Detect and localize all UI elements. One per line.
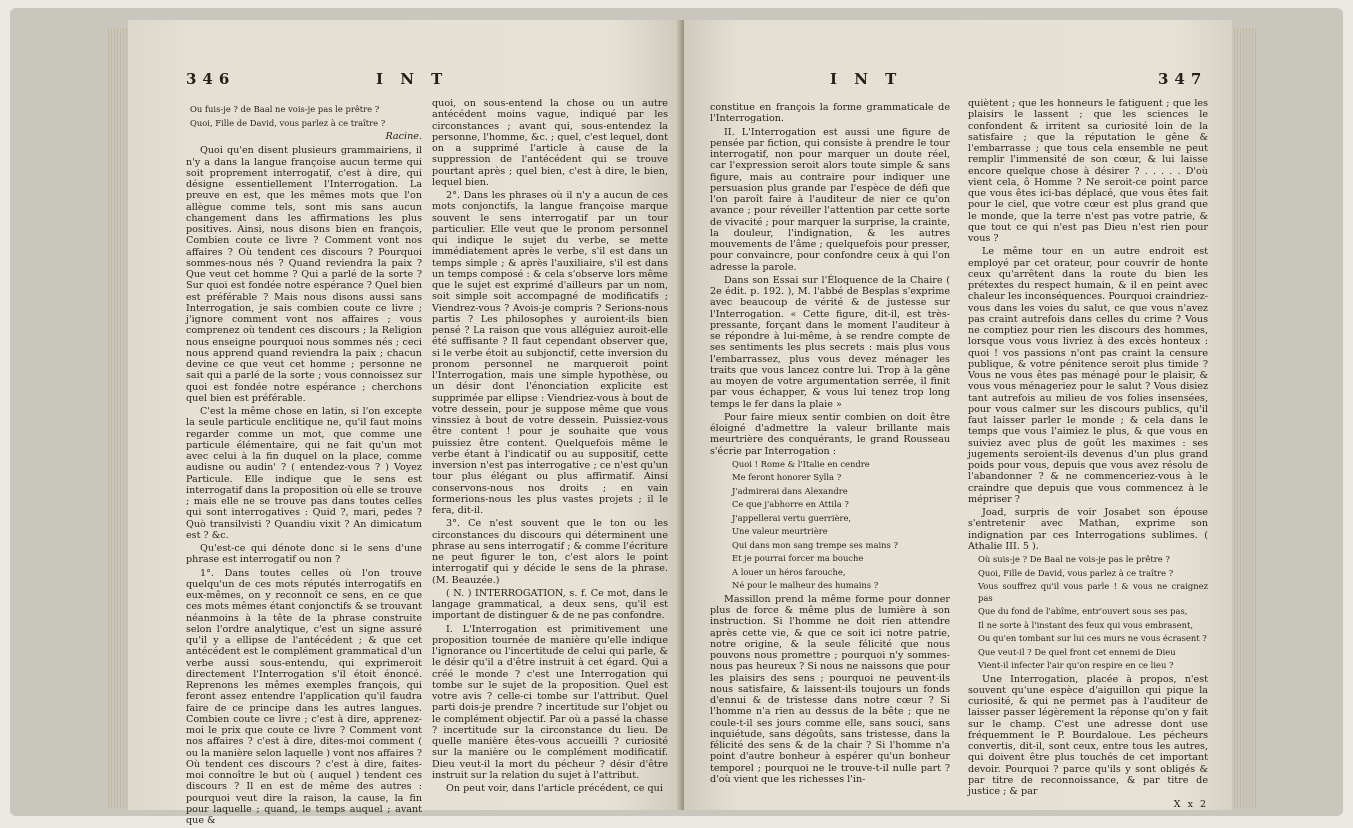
paragraph: quiètent ; que les honneurs le fatiguent ; que les plaisirs le lassent ; que les sciences le confondent & irritent sa curiosité loin de la satisfaire ; que la réputation le gêne & l'embarrasse ; que tous cela ensemble ne peut remplir l'immensité de son cœur, & lui laisse encore quelque chose à désirer ? . . . . . D'où vient cela, ô Homme ? Ne seroit-ce point parce que vous êtes ici-bas déplacé, que vous êtes fait pour le ciel, que votre cœur est plus grand que le monde, que la terre n'est pas votre patrie, & que tout ce qui n'est pas Dieu n'est rien pour vous ? bbox=[968, 98, 1208, 244]
paragraph: 1°. Dans toutes celles où l'on trouve quelqu'un de ces mots réputés interrogatifs en eux-mêmes, on y reconnoît ce sens, en ce que ces mots mêmes étant conjonctifs & se trouvant néanmoins à la tête de la phrase construite selon l'ordre analytique, c'est un signe assuré qu'il y a ellipse de l'antécédent ; & que cet antécédent est le complément grammatical d'un verbe aussi sous-entendu, qui exprimeroit directement l'Interrogation s'il étoit énoncé. Reprenons les mêmes exemples françois, qui feront assez entendre l'application qu'il faudra faire de ce principe dans les autres langues. Combien coute ce livre ; c'est à dire, apprenez-moi le prix que coute ce livre ? Comment vont nos affaires ? c'est à dire, dites-moi comment ( ou la manière selon laquelle ) vont nos affaires ? Où tendent ces discours ? c'est à dire, faites-moi connoître le but où ( auquel ) tendent ces discours ? Il en est de même des autres : pourquoi veut dire la raison, la cause, la fin pour laquelle ; quand, le temps auquel ; avant que & bbox=[186, 567, 422, 826]
left-page bbox=[128, 20, 680, 826]
paragraph: Dans son Essai sur l'Éloquence de la Chaire ( 2e édit. p. 192. ), M. l'abbé de Besplas s'exprime avec beaucoup de vérité & de justesse sur l'Interrogation. « Cette figure, dit-il, est très-pressante, forçant dans le moment l'auditeur à se répondre à lui-même, à se rendre compte de ses sentiments les plus secrets : mais plus vous l'embarrassez, plus vous devez ménager les traits que vous lancez contre lui. Trop à la gêne au moyen de votre argumentation serrée, il finit par vous échapper, & vous lui tenez trop long temps le fer dans la plaie » bbox=[710, 274, 950, 410]
paragraph: 2°. Dans les phrases où il n'y a aucun de ces mots conjonctifs, la langue françoise marque souvent le sens interrogatif par un tour particulier. Elle veut que le pronom personnel qui indique le sujet du verbe, se mette immédiatement après le verbe, s'il est dans un temps simple ; & après l'auxiliaire, s'il est dans un temps composé : & cela s'observe lors même que le sujet est exprimé d'ailleurs par un nom, soit simple soit accompagné de modificatifs ; Viendrez-vous ? Avois-je compris ? Serions-nous partis ? Les philosophes y auroient-ils bien pensé ? La raison que vous alléguiez auroit-elle été suffisante ? Il faut cependant observer que, si le verbe étoit au subjonctif, cette inversion du pronom personnel ne marqueroit point l'Interrogation, mais une simple hypothèse, ou un désir dont l'énonciation explicite est supprimée par ellipse : Viendriez-vous à bout de votre dessein, pour je suppose même que vous vinssiez à bout de votre dessein. Puissiez-vous être content ! pour je souhaite que vous puissiez être content. Quelquefois même le verbe étant à l'indicatif ou au suppositif, cette inversion n'est pas interrogative ; ce n'est qu'un tour plus élégant ou plus affirmatif. Ainsi conservons-nous nos droits ; en vain formerions-nous les plus vastes projets ; il le fera, dit-il. bbox=[432, 190, 668, 516]
page-edges-left bbox=[106, 28, 128, 808]
running-head-left: I N T bbox=[376, 70, 449, 88]
paragraph: quoi, on sous-entend la chose ou un autre antécédent moins vague, indiqué par les circonstances ; avant qui, sous-entendez la personne, l'homme, &c. ; quel, c'est lequel, dont on a supprimé l'article à cause de la suppression de l'antécédent qui se trouve pourtant après ; quel bien, c'est à dire, le bien, lequel bien. bbox=[432, 98, 668, 188]
running-head-right: I N T bbox=[830, 70, 903, 88]
verse-line: J'appellerai vertu guerrière, bbox=[732, 512, 852, 523]
quote-attribution: Racine. bbox=[385, 131, 422, 142]
verse-line: Que veut-il ? De quel front cet ennemi de Dieu bbox=[978, 646, 1176, 657]
verse-line: Une valeur meurtrière bbox=[732, 526, 828, 537]
verse-line: Né pour le malheur des humains ? bbox=[732, 580, 879, 591]
verse-line: Qui dans mon sang trempe ses mains ? bbox=[732, 539, 898, 550]
verse-line: Quoi ! Rome & l'Italie en cendre bbox=[732, 458, 870, 469]
verse-line: Il ne sorte à l'instant des feux qui vous embrasent, bbox=[978, 619, 1194, 630]
paragraph: Pour faire mieux sentir combien on doit être éloigné d'admettre la valeur brillante mais meurtrière des conquérants, le grand Rousseau s'écrie par Interrogation : bbox=[710, 411, 950, 457]
left-column-a bbox=[186, 102, 422, 828]
verse-line: Vient-il infecter l'air qu'on respire en ce lieu ? bbox=[978, 660, 1174, 670]
verse-line: Que du fond de l'abîme, entr'ouvert sous ses pas, bbox=[978, 606, 1188, 616]
verse-line: Ce que j'abhorre en Attila ? bbox=[732, 499, 849, 510]
paragraph: II. L'Interrogation est aussi une figure de pensée par fiction, qui consiste à prendre le tour interrogatif, non pour marquer un doute réel, car l'expression seroit alors toute simple & sans figure, mais au contraire pour indiquer une persuasion plus grande par l'espèce de défi que l'on paroît faire à l'auditeur de nier ce qu'on avance ; pour réveiller l'attention par cette sorte de vivacité ; pour marquer la surprise, la crainte, la douleur, l'indignation, & les autres mouvements de l'âme ; quelquefois pour presser, pour convaincre, pour confondre ceux à qui l'on adresse la parole. bbox=[710, 126, 950, 273]
verse-line: J'admirerai dans Alexandre bbox=[732, 485, 848, 496]
paragraph: Massillon prend la même forme pour donner plus de force & même plus de lumière à son instruction. Si l'homme ne doit rien attendre après cette vie, & que ce soit ici notre patrie, notre origine, & la seule félicité que nous pouvons nous promettre ; pourquoi n'y sommes-nous pas heureux ? Si nous ne naissons que pour les plaisirs des sens ; pourquoi ne peuvent-ils nous satisfaire, & laissent-ils toujours un fonds d'ennui & de tristesse dans notre cœur ? Si l'homme n'a rien au dessus de la bête ; que ne coule-t-il ses jours comme elle, sans souci, sans inquiétude, sans dégoûts, sans tristesse, dans la félicité des sens & de la chair ? Si l'homme n'a point d'autre bonheur à espérer qu'un bonheur temporel ; pourquoi ne le trouve-t-il nulle part ? d'où vient que les richesses l'in- bbox=[710, 593, 950, 785]
right-column-a bbox=[710, 102, 950, 787]
paragraph: C'est la même chose en latin, si l'on excepte la seule particule enclitique ne, qu'il faut moins regarder comme un mot, que comme une particule élémentaire, qui ne fait qu'un mot avec celui à la fin duquel on la place, comme audisne ou audin' ? ( entendez-vous ? ) Voyez Particule. Elle indique que le sens est interrogatif dans la proposition où elle se trouve ; mais elle ne se trouve pas dans toutes celles qui sont interrogatives : Quid ?, mari, pedes ? Quò transilvisti ? Quandiu vixit ? An dimicatum est ? &c. bbox=[186, 406, 422, 541]
paragraph: ( N. ) INTERROGATION, s. f. Ce mot, dans le langage grammatical, a deux sens, qu'il est important de distinguer & de ne pas confondre. bbox=[432, 587, 668, 622]
signature-mark: X x 2 bbox=[1173, 799, 1208, 811]
verse-line: Me feront honorer Sylla ? bbox=[732, 472, 842, 483]
paragraph: Qu'est-ce qui dénote donc si le sens d'une phrase est interrogatif ou non ? bbox=[186, 543, 422, 566]
paragraph: On peut voir, dans l'article précédent, ce qui bbox=[446, 783, 663, 794]
verse-line: Où suis-je ? De Baal ne vois-je pas le prêtre ? bbox=[978, 554, 1170, 564]
verse-line: Quoi, Fille de David, vous parlez à ce traître ? bbox=[978, 567, 1174, 578]
quote-line: Ou fuis-je ? de Baal ne vois-je pas le prêtre ? bbox=[190, 104, 380, 114]
paragraph: Joad, surpris de voir Josabet son épouse s'entretenir avec Mathan, exprime son indignation par ces Interrogations sublimes. ( Athalie III. 5 ). bbox=[968, 507, 1208, 552]
verse-line: Et je pourrai forcer ma bouche bbox=[732, 553, 864, 564]
paragraph: Quoi qu'en disent plusieurs grammairiens, il n'y a dans la langue françoise aucun terme qui soit proprement interrogatif, c'est à dire, qui désigne essentiellement l'Interrogation. La preuve en est, que les mêmes mots que l'on allègue comme tels, sont mis sans aucun changement dans les affirmations les plus positives. Ainsi, nous disons bien en françois, Combien coute ce livre ? Comment vont nos affaires ? Où tendent ces discours ? Pourquoi sommes-nous nés ? Quand reviendra la paix ? Que veut cet homme ? Qui a parlé de la sorte ? Sur quoi est fondée notre espérance ? Quel bien est préférable ? Mais nous disons aussi sans Interrogation, je sais combien coute ce livre ; j'ignore comment vont nos affaires ; vous comprenez où tendent ces discours ; la Religion nous enseigne pourquoi nous sommes nés ; ceci nous apprend quand reviendra la paix ; chacun devine ce que veut cet homme ; personne ne sait qui a parlé de la sorte ; vous connoissez sur quoi est fondée notre espérance ; cherchons quel bien est préférable. bbox=[186, 145, 422, 404]
quote-line: Quoi, Fille de David, vous parlez à ce traître ? bbox=[190, 117, 386, 128]
paragraph: constitue en françois la forme grammaticale de l'Interrogation. bbox=[710, 102, 950, 125]
left-column-b bbox=[432, 98, 668, 796]
right-column-b bbox=[968, 98, 1208, 813]
right-page bbox=[684, 20, 1232, 810]
paragraph: Une Interrogation, placée à propos, n'est souvent qu'une espèce d'aiguillon qui pique la curiosité, & qui ne permet pas à l'auditeur de laisser passer légèrement la réponse qu'on y fait sur le champ. C'est une adresse dont use fréquemment le P. Bourdaloue. Les pécheurs convertis, dit-il, sont ceux, entre tous les autres, qui doivent être plus touchés de cet important devoir. Pourquoi ? parce qu'ils y sont obligés & par titre de reconnoissance, & par titre de justice ; & par bbox=[968, 673, 1208, 797]
verse-line: Ou qu'en tombant sur lui ces murs ne vous écrasent ? bbox=[978, 633, 1207, 643]
verse-line: A louer un héros farouche, bbox=[732, 566, 846, 577]
book-spread bbox=[10, 8, 1343, 826]
paragraph: I. L'Interrogation est primitivement une proposition tournée de manière qu'elle indique l'ignorance ou l'incertitude de celui qui parle, & le désir qu'il a d'être instruit à cet égard. Qui a créé le monde ? c'est une Interrogation qui tombe sur le sujet de la proposition. Quel est votre avis ? celle-ci tombe sur l'attribut. Quel parti dois-je prendre ? incertitude sur l'objet ou le complément objectif. Par où a passé la chasse ? incertitude sur la circonstance du lieu. De quelle manière êtes-vous accueilli ? curiosité sur la manière ou le complément modificatif. Dieu veut-il la mort du pécheur ? désir d'être instruit sur la relation du sujet à l'attribut. bbox=[432, 623, 668, 781]
page-edges-right bbox=[1232, 28, 1256, 808]
paragraph: 3°. Ce n'est souvent que le ton ou les circonstances du discours qui déterminent une phrase au sens interrogatif ; & comme l'écriture ne peut figurer le ton, c'est alors le point interrogatif qui y décide le sens de la phrase. (M. Beauzée.) bbox=[432, 518, 668, 586]
page-number-right: 347 bbox=[1158, 70, 1208, 88]
page-number-left: 346 bbox=[186, 70, 236, 88]
paragraph: Le même tour en un autre endroit est employé par cet orateur, pour couvrir de honte ceux qu'arrêtent dans la route du bien les prétextes du respect humain, & il en peint avec chaleur les inconséquences. Pourquoi craindriez-vous dans les voies du salut, ce que vous n'avez pas craint autrefois dans celles du crime ? Vous ne comptiez pour rien les discours des hommes, lorsque vous vous livriez à des excès honteux : quoi ! vos passions n'ont pas craint la censure publique, & votre pénitence seroit plus timide ? Vous ne vous êtes pas ménagé pour le plaisir, & vous vous ménageriez pour le salut ? Vous disiez tant autrefois au milieu de vos folies insensées, pour vous calmer sur les discours publics, qu'il faut laisser parler le monde ; & cela dans le temps que vous l'aimiez le plus, & que vous en suiviez avec plus de goût les maximes : ses jugements seroient-ils devenus d'un plus grand poids pour vous, depuis que vous avez résolu de l'abandonner ? & ne commenceriez-vous à le craindre que depuis que vous commencez à le mépriser ? bbox=[968, 246, 1208, 505]
verse-line: Vous souffrez qu'il vous parle ! & vous ne craignez pas bbox=[978, 581, 1208, 603]
